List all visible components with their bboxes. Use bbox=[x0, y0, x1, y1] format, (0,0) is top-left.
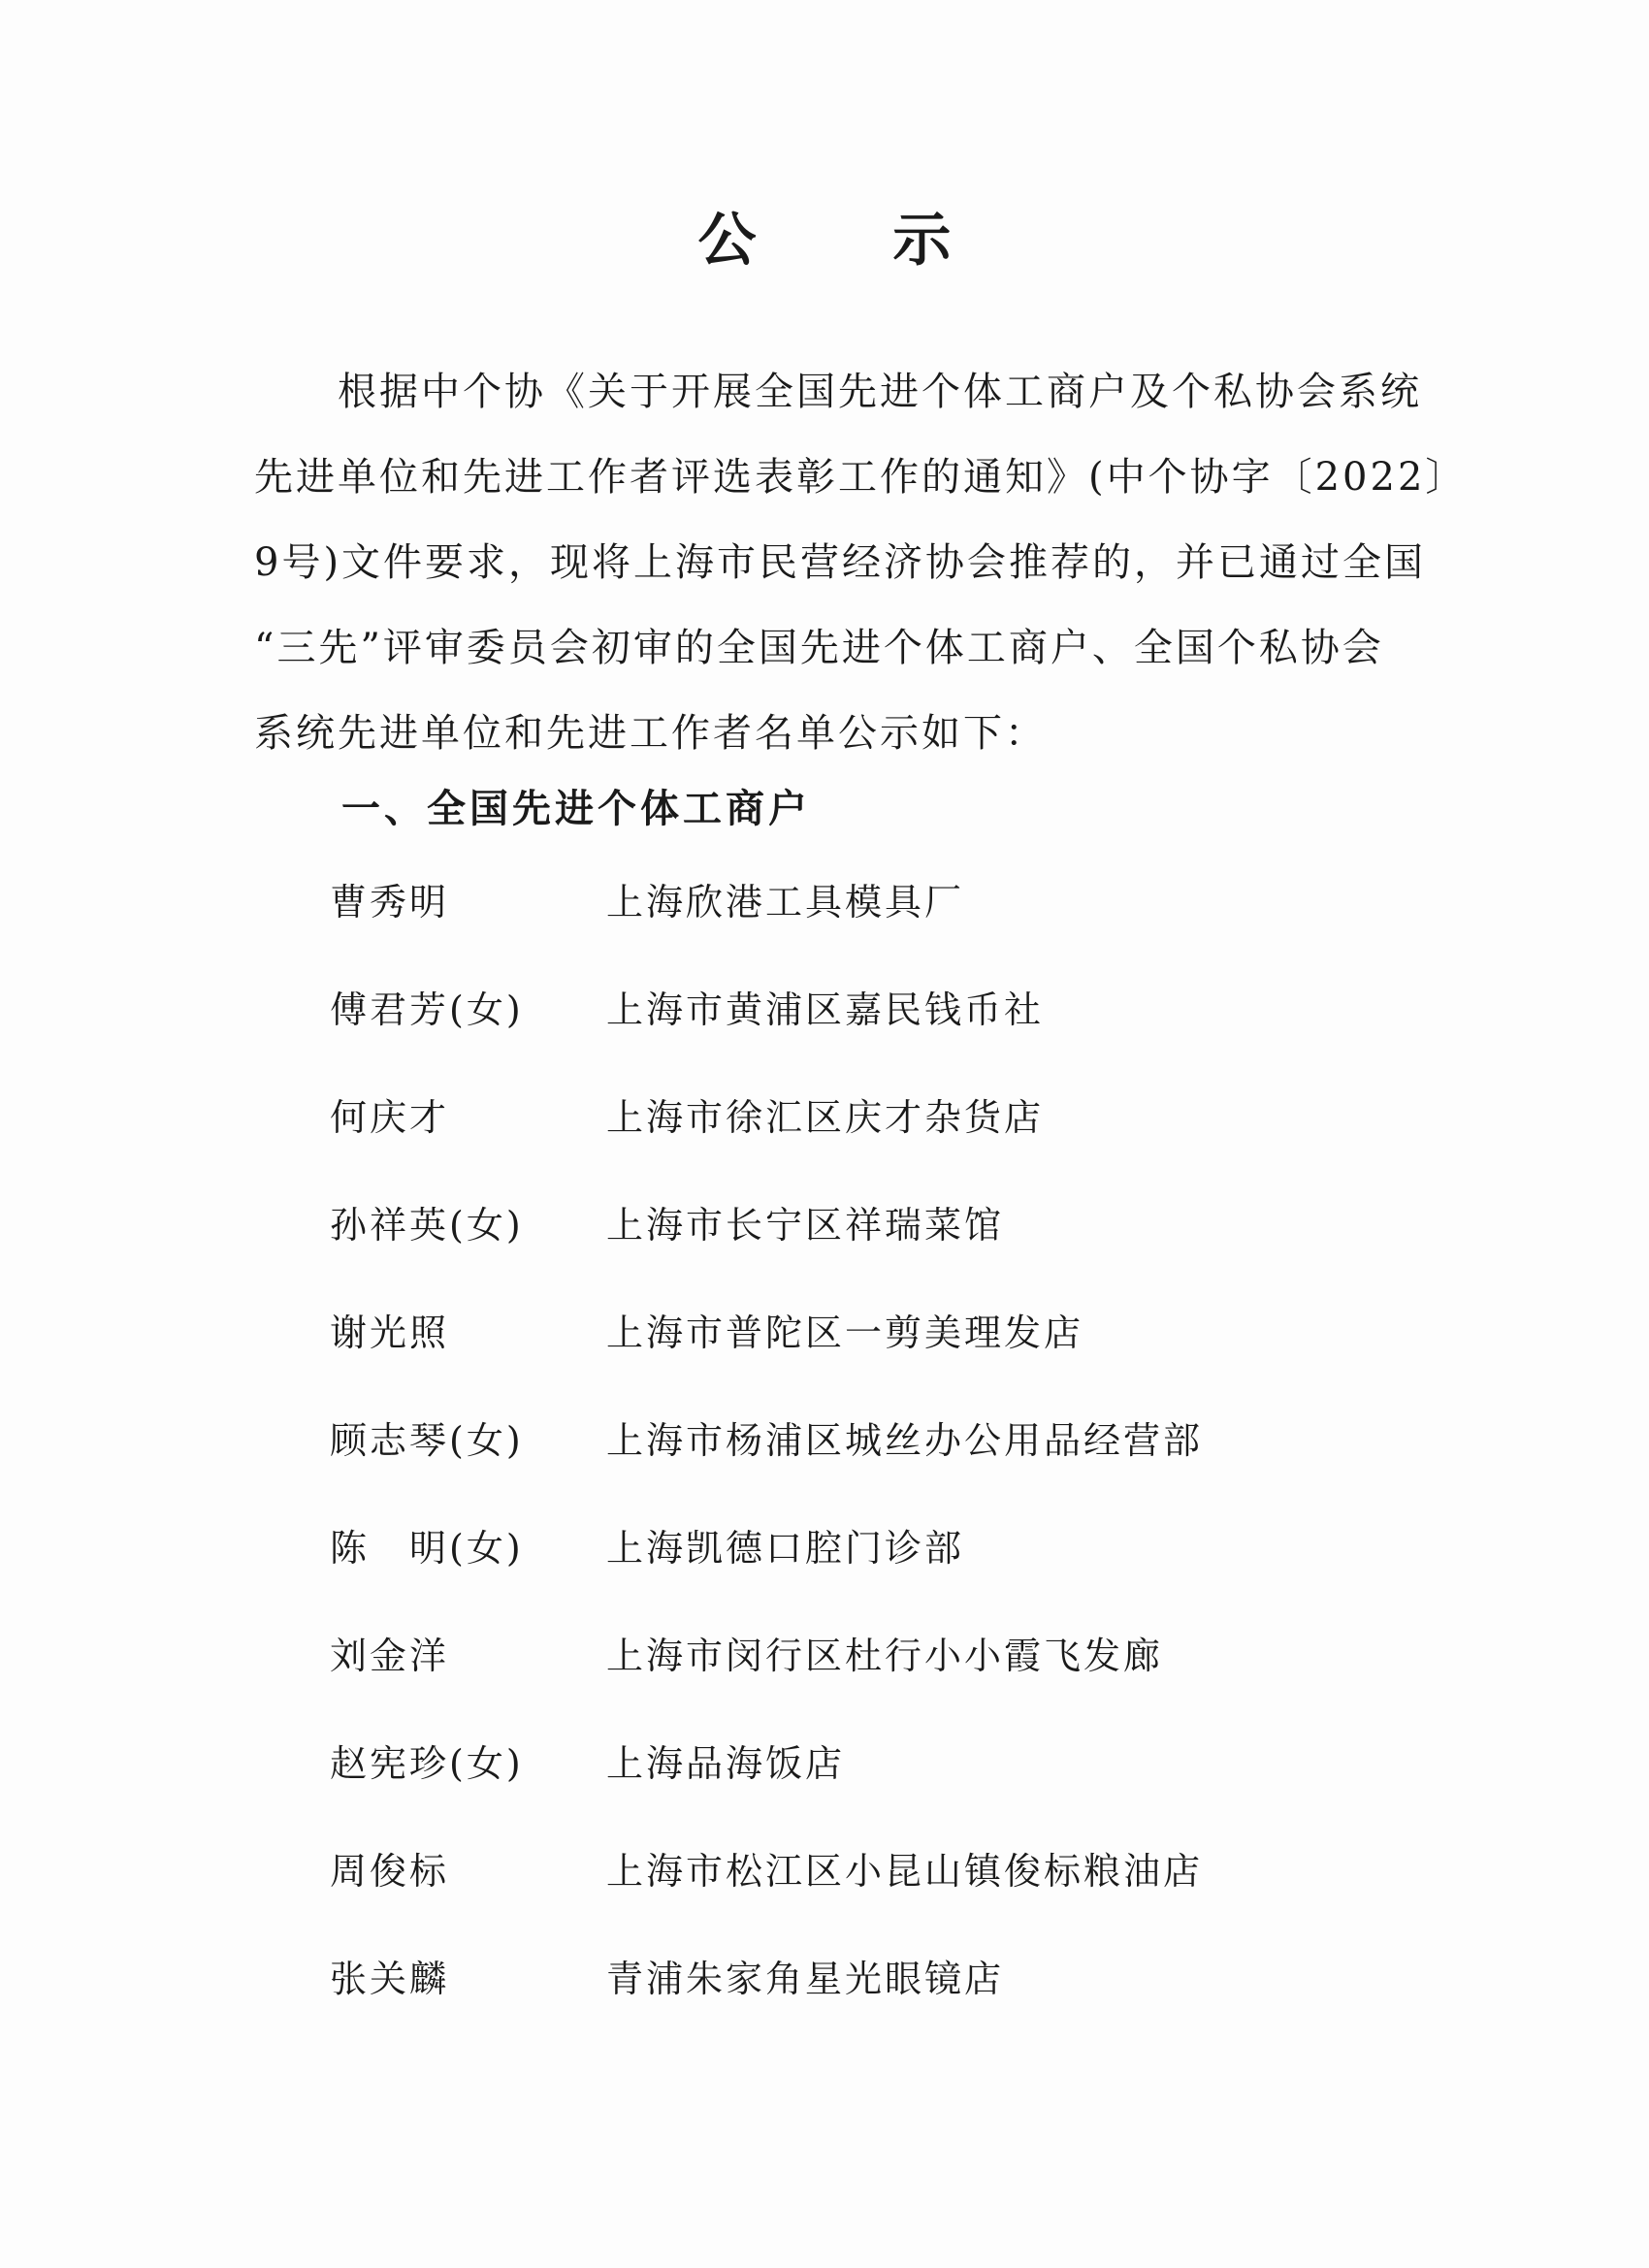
list-item bbox=[330, 1950, 1300, 2008]
paragraph-line: 系统先进单位和先进工作者名单公示如下： bbox=[254, 711, 1047, 756]
awardee-organization: 上海市闵行区杜行小小霞飞发廊 bbox=[606, 1635, 1164, 1677]
awardee-name: 周俊标 bbox=[330, 1850, 450, 1893]
awardee-organization: 上海市普陀区一剪美理发店 bbox=[606, 1312, 1084, 1354]
awardee-organization: 上海品海饭店 bbox=[606, 1742, 846, 1785]
awardee-name: 谢光照 bbox=[330, 1312, 450, 1354]
awardee-name: 刘金洋 bbox=[330, 1635, 450, 1677]
intro-paragraph bbox=[254, 349, 1468, 776]
awardee-organization: 上海市松江区小昆山镇俊标粮油店 bbox=[606, 1850, 1204, 1893]
awardee-organization: 上海欣港工具模具厂 bbox=[606, 881, 965, 923]
awardee-name: 顾志琴(女) bbox=[330, 1419, 524, 1462]
list-item bbox=[330, 1519, 1300, 1577]
awardee-name: 陈 明(女) bbox=[330, 1527, 524, 1570]
list-item bbox=[330, 1734, 1300, 1793]
awardee-organization: 上海市杨浦区城丝办公用品经营部 bbox=[606, 1419, 1204, 1462]
awardee-name: 何庆才 bbox=[330, 1096, 450, 1139]
awardee-organization: 上海凯德口腔门诊部 bbox=[606, 1527, 965, 1570]
paragraph-line: “三先”评审委员会初审的全国先进个体工商户、全国个私协会 bbox=[254, 626, 1384, 670]
awardee-name: 傅君芳(女) bbox=[330, 988, 524, 1031]
list-item bbox=[330, 873, 1300, 931]
awardee-name: 孙祥英(女) bbox=[330, 1204, 524, 1247]
document-title: 公 示 bbox=[697, 207, 1010, 275]
list-item bbox=[330, 1842, 1300, 1900]
paragraph-line: 根据中个协《关于开展全国先进个体工商户及个私协会系统 bbox=[338, 370, 1422, 414]
awardee-name: 曹秀明 bbox=[330, 881, 450, 923]
section-heading: 一、全国先进个体工商户 bbox=[341, 787, 811, 831]
list-item bbox=[330, 1304, 1300, 1362]
paragraph-line: 先进单位和先进工作者评选表彰工作的通知》(中个协字〔2022〕 bbox=[254, 455, 1468, 500]
list-item bbox=[330, 1411, 1300, 1470]
paragraph-line: 9号)文件要求，现将上海市民营经济协会推荐的，并已通过全国 bbox=[254, 540, 1427, 585]
list-item bbox=[330, 1088, 1300, 1147]
list-item bbox=[330, 981, 1300, 1039]
list-item bbox=[330, 1196, 1300, 1254]
awardee-organization: 上海市长宁区祥瑞菜馆 bbox=[606, 1204, 1005, 1247]
awardee-organization: 青浦朱家角星光眼镜店 bbox=[606, 1958, 1005, 2000]
awardee-name: 张关麟 bbox=[330, 1958, 450, 2000]
awardee-organization: 上海市徐汇区庆才杂货店 bbox=[606, 1096, 1045, 1139]
awardee-name: 赵宪珍(女) bbox=[330, 1742, 524, 1785]
awardee-organization: 上海市黄浦区嘉民钱币社 bbox=[606, 988, 1045, 1031]
list-item bbox=[330, 1627, 1300, 1685]
